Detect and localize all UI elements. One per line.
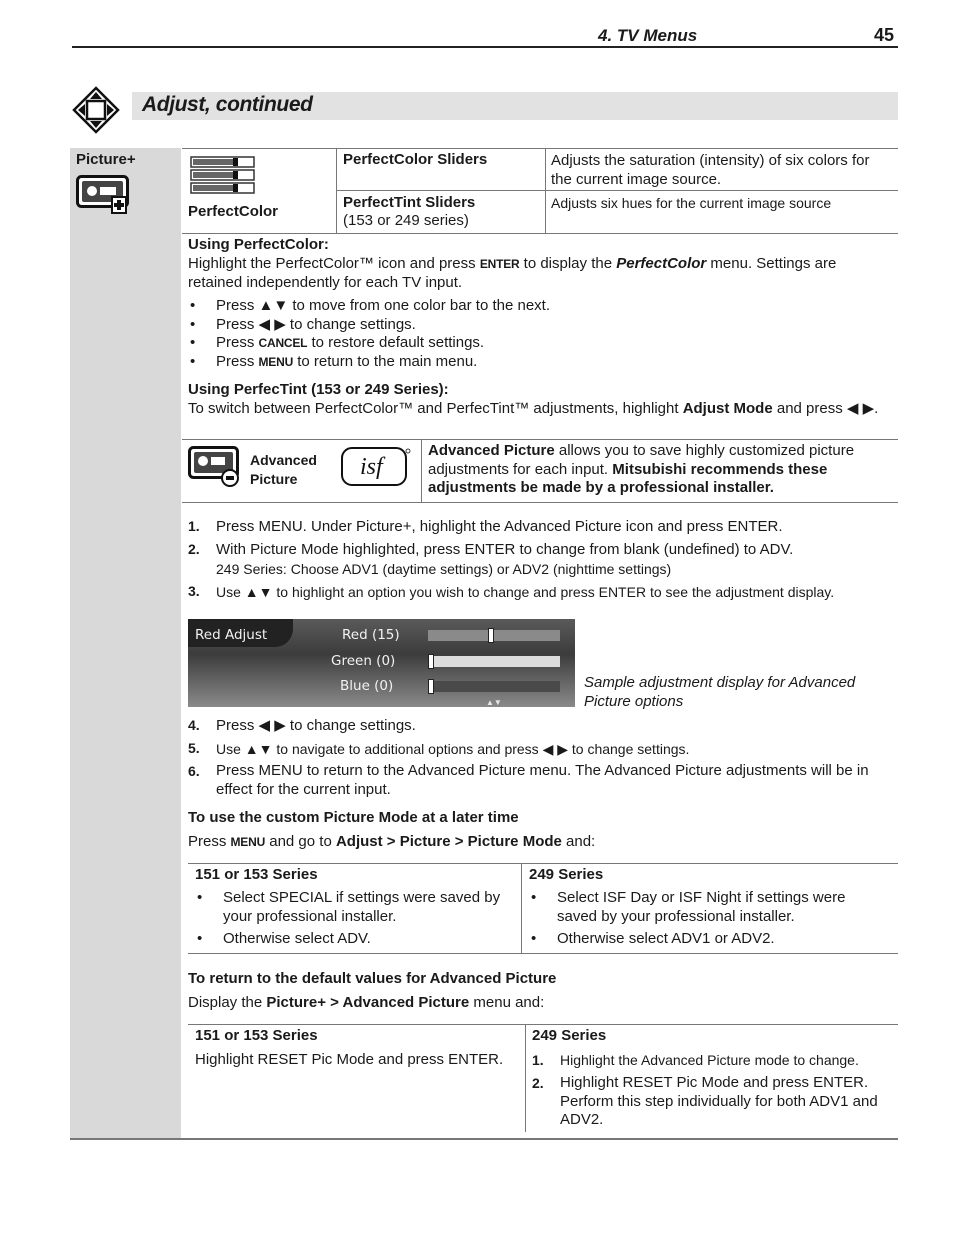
step-5-text: Use ▲▼ to navigate to additional options and press ◀ ▶ to change settings.	[216, 741, 690, 757]
advanced-picture-desc: Advanced Picture allows you to save highly customized picture adjustments for each input. Mitsubishi recommends these adjustments be made by a professional installer.	[428, 442, 855, 496]
perfecttint-sliders-desc: Adjusts six hues for the current image source	[551, 195, 832, 211]
advanced-picture-label-2: Picture	[250, 471, 298, 487]
table-rule	[336, 190, 898, 191]
custom-mode-intro: Press MENU and go to Adjust > Picture > Picture Mode and:	[188, 833, 596, 850]
table-rule	[182, 502, 898, 503]
using-perfectcolor-text: Highlight the PerfectColor™ icon and press ENTER to display the PerfectColor menu. Settings are retained independently for each TV input.	[188, 255, 837, 291]
list-item: • Otherwise select ADV1 or ADV2.	[529, 930, 869, 949]
custom-mode-heading: To use the custom Picture Mode at a later time	[188, 809, 519, 826]
reset-intro: Display the Picture+ > Advanced Picture menu and:	[188, 994, 545, 1011]
table-divider	[336, 148, 337, 233]
table-rule	[182, 233, 898, 234]
scroll-arrows-icon: ▲▼	[486, 698, 502, 707]
green-slider	[428, 656, 560, 667]
reset-right-head: 249 Series	[532, 1027, 607, 1044]
advanced-picture-icon	[188, 446, 242, 488]
table-divider	[421, 439, 422, 502]
reset-heading: To return to the default values for Advanced Picture	[188, 970, 557, 987]
list-item: • Press CANCEL to restore default settings.	[188, 334, 868, 353]
step-4-text: Press ◀ ▶ to change settings.	[216, 717, 416, 734]
advanced-picture-label-1: Advanced	[250, 452, 317, 468]
step-1-text: Press MENU. Under Picture+, highlight the Advanced Picture icon and press ENTER.	[216, 518, 783, 535]
table-rule	[182, 148, 898, 149]
custom-left-bullets	[195, 889, 517, 949]
step-number: 1.	[188, 518, 200, 534]
step-number: 4.	[188, 717, 200, 733]
table-divider	[525, 1024, 526, 1132]
isf-logo-text: isf	[360, 454, 383, 480]
reset-left-text: Highlight RESET Pic Mode and press ENTER.	[195, 1051, 504, 1068]
slider-handle	[428, 654, 434, 669]
step-2-note: 249 Series: Choose ADV1 (daytime settings) or ADV2 (nighttime settings)	[216, 561, 672, 577]
header-rule	[72, 46, 898, 48]
step-6-text: Press MENU to return to the Advanced Picture menu. The Advanced Picture adjustments will be in effect for the current input.	[216, 762, 869, 798]
using-perfectcolor-heading: Using PerfectColor:	[188, 236, 329, 253]
red-slider	[428, 630, 560, 641]
list-item: • Otherwise select ADV.	[195, 930, 517, 949]
sidebar-label: Picture+	[76, 151, 136, 168]
using-perfectint-text: To switch between PerfectColor™ and PerfecTint™ adjustments, highlight Adjust Mode and press ◀ ▶.	[188, 400, 879, 417]
green-label: Green (0)	[331, 653, 396, 669]
perfecttint-sliders-name: PerfectTint Sliders	[343, 194, 476, 211]
step-number: 5.	[188, 740, 200, 756]
slider-handle	[488, 628, 494, 643]
adjust-title: Red Adjust	[195, 627, 268, 643]
step-number: 3.	[188, 583, 200, 599]
custom-right-bullets	[529, 889, 869, 949]
red-label: Red (15)	[342, 627, 400, 643]
blue-slider	[428, 681, 560, 692]
list-item: • Select ISF Day or ISF Night if settings were saved by your professional installer.	[529, 889, 869, 926]
table-rule	[188, 953, 898, 954]
table-divider	[521, 863, 522, 953]
custom-left-head: 151 or 153 Series	[195, 866, 318, 883]
picture-plus-icon	[76, 175, 132, 215]
table-rule	[188, 1024, 898, 1025]
adjustment-display	[188, 619, 575, 707]
reset-right-step-1: Highlight the Advanced Picture mode to change.	[560, 1052, 859, 1068]
adjust-navigation-icon	[72, 86, 120, 134]
bottom-rule	[70, 1138, 898, 1140]
step-number: 6.	[188, 763, 200, 779]
running-header-section: 4. TV Menus	[598, 26, 698, 45]
perfecttint-sliders-sub: (153 or 249 series)	[343, 212, 469, 229]
perfectcolor-sliders-icon	[190, 156, 256, 196]
using-perfectint-heading: Using PerfecTint (153 or 249 Series):	[188, 381, 449, 398]
page-number: 45	[874, 25, 895, 45]
isf-logo	[340, 446, 412, 488]
list-item: • Press MENU to return to the main menu.	[188, 353, 868, 372]
step-number: 1.	[532, 1052, 544, 1068]
table-rule	[188, 863, 898, 864]
slider-handle	[428, 679, 434, 694]
perfectcolor-bullets	[188, 297, 868, 371]
perfectcolor-sliders-name: PerfectColor Sliders	[343, 151, 488, 168]
perfectcolor-label: PerfectColor	[188, 203, 279, 220]
list-item: • Press ▲▼ to move from one color bar to the next.	[188, 297, 868, 316]
step-3-text: Use ▲▼ to highlight an option you wish to change and press ENTER to see the adjustment display.	[216, 584, 835, 600]
reset-left-head: 151 or 153 Series	[195, 1027, 318, 1044]
table-rule	[182, 439, 898, 440]
reset-right-step-2: Highlight RESET Pic Mode and press ENTER. Perform this step individually for both ADV1 and ADV2.	[560, 1074, 878, 1128]
table-divider	[545, 148, 546, 233]
list-item: • Press ◀ ▶ to change settings.	[188, 316, 868, 335]
adjustment-display-caption: Sample adjustment display for Advanced Picture options	[584, 674, 856, 710]
list-item: • Select SPECIAL if settings were saved by your professional installer.	[195, 889, 517, 926]
sidebar	[70, 148, 181, 1139]
step-2-text: With Picture Mode highlighted, press ENTER to change from blank (undefined) to ADV.	[216, 541, 794, 558]
perfectcolor-sliders-desc: Adjusts the saturation (intensity) of six colors for the current image source.	[551, 152, 870, 188]
custom-right-head: 249 Series	[529, 866, 604, 883]
blue-label: Blue (0)	[340, 678, 394, 694]
page-title: Adjust, continued	[142, 93, 313, 116]
step-number: 2.	[188, 541, 200, 557]
step-number: 2.	[532, 1075, 544, 1091]
